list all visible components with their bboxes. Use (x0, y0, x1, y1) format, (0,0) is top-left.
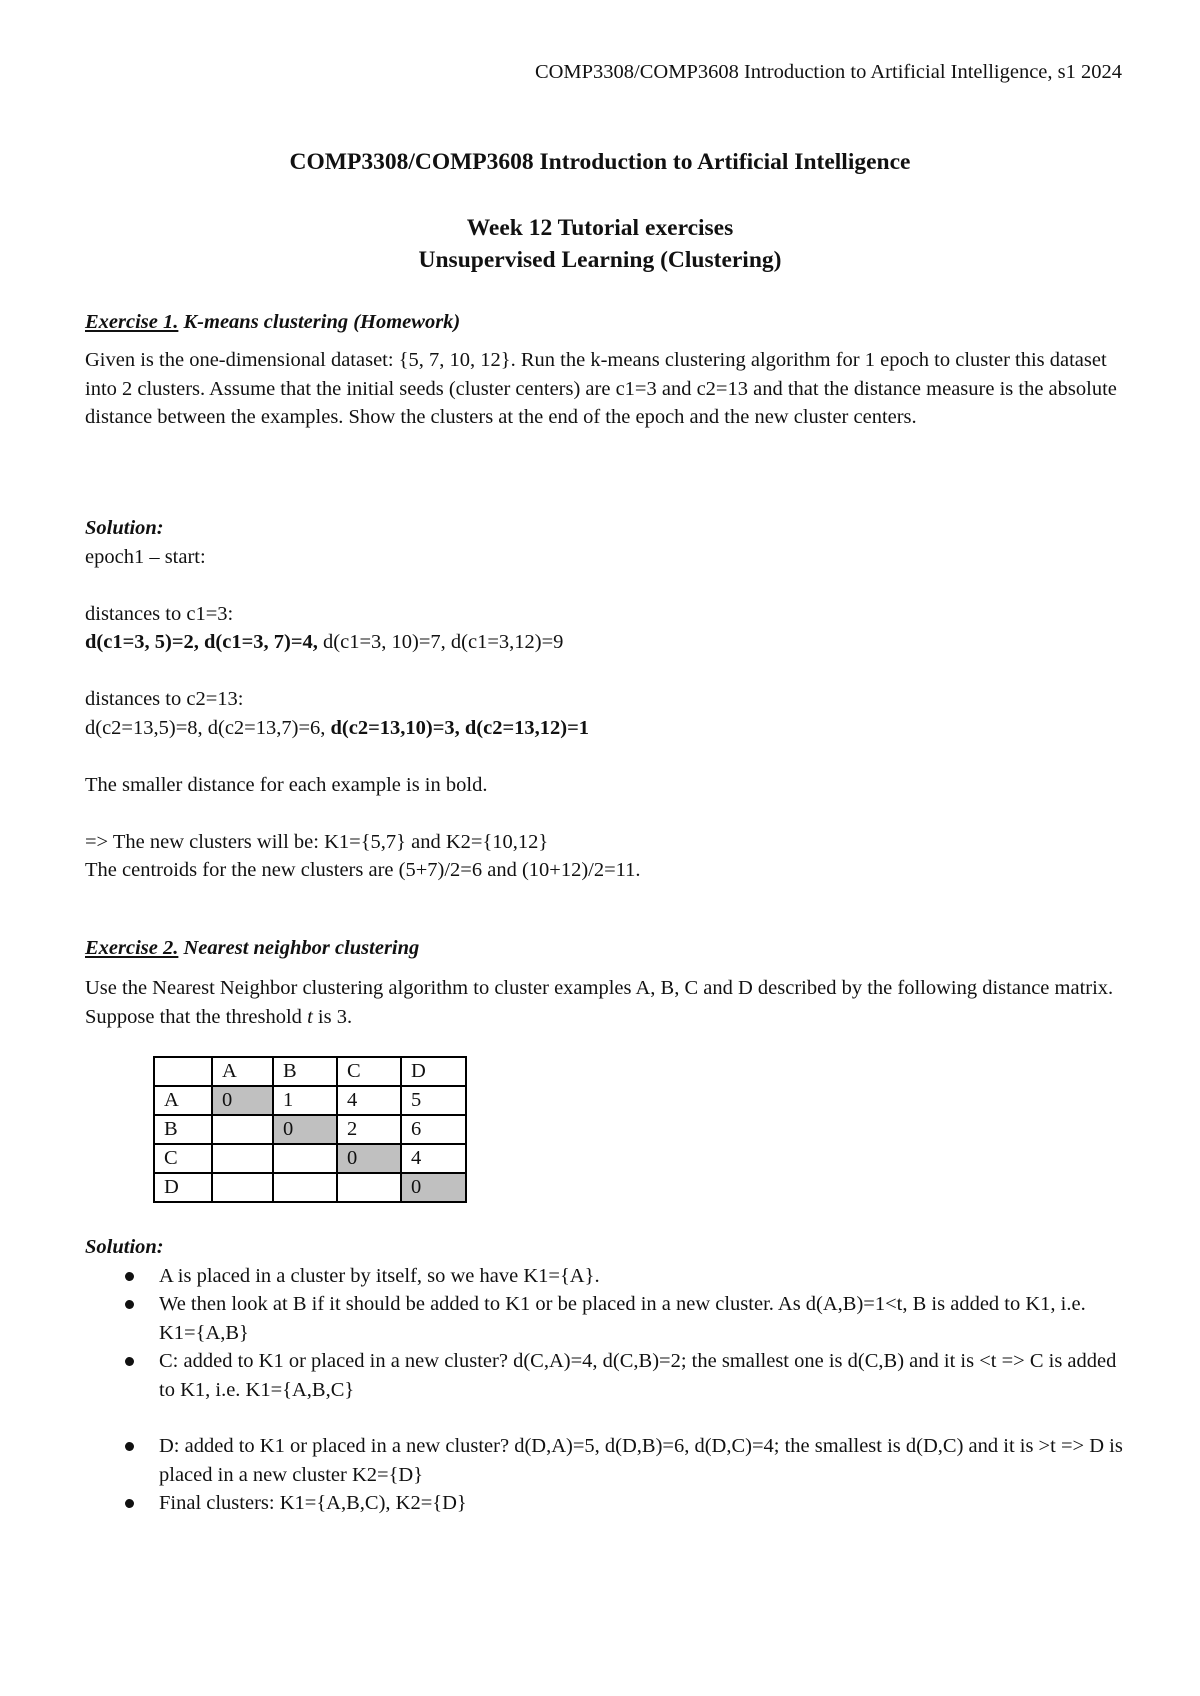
matrix-col-header: C (337, 1057, 401, 1086)
matrix-cell: 2 (337, 1115, 401, 1144)
matrix-cell: 4 (337, 1086, 401, 1115)
exercise-1-body: Given is the one-dimensional dataset: {5, 7, 10, 12}. Run the k-means clustering algorithm for 1 epoch to cluster this dataset into 2 clusters. Assume that the initial seeds (cluster centers) are c1=3 and c2=13 and that the distance measure is the absolute distance between the examples. Show the clusters at the end of the epoch and the new cluster centers. (85, 349, 1117, 428)
matrix-row-header: B (154, 1115, 212, 1144)
epoch-line: epoch1 – start: (85, 545, 206, 568)
matrix-cell: 5 (401, 1086, 466, 1115)
distance-matrix (153, 1056, 467, 1203)
solution-bullet-list (85, 1262, 1125, 1518)
exercise-2-body-end: is 3. (312, 1005, 353, 1028)
matrix-col-header: A (212, 1057, 273, 1086)
matrix-row-header: C (154, 1144, 212, 1173)
list-item (85, 1347, 1125, 1404)
week-title: Week 12 Tutorial exercises (466, 215, 734, 241)
matrix-cell: 0 (212, 1086, 273, 1115)
exercise-2-body-text: Use the Nearest Neighbor clustering algorithm to cluster examples A, B, C and D described by the following distance matrix. Suppose that the threshold (85, 977, 1114, 1028)
distances-c1-line (85, 628, 1125, 657)
matrix-cell: 1 (273, 1086, 337, 1115)
matrix-cell: 0 (273, 1115, 337, 1144)
matrix-cell (212, 1115, 273, 1144)
matrix-cell (154, 1057, 212, 1086)
bullet-icon (125, 1499, 134, 1508)
exercise-2-solution (85, 1233, 1125, 1518)
matrix-cell: 6 (401, 1115, 466, 1144)
matrix-cell: 0 (337, 1144, 401, 1173)
centroids-line: The centroids for the new clusters are (5+7)/2=6 and (10+12)/2=11. (85, 859, 641, 881)
bullet-icon (125, 1442, 134, 1451)
solution-label: Solution: (85, 517, 164, 539)
matrix-row-header: D (154, 1173, 212, 1202)
list-item-text: Final clusters: K1={A,B,C), K2={D} (159, 1492, 467, 1514)
exercise-1-heading (85, 308, 1125, 337)
exercise-1-number: Exercise 1. (85, 311, 179, 333)
smaller-distance-note: The smaller distance for each example is in bold. (85, 773, 488, 796)
exercise-2-title: Nearest neighbor clustering (178, 937, 420, 959)
matrix-col-header: D (401, 1057, 466, 1086)
distances-c2-line (85, 714, 1125, 743)
page-title: COMP3308/COMP3608 Introduction to Artificial Intelligence (289, 149, 911, 175)
matrix-col-header: B (273, 1057, 337, 1086)
matrix-row-header: A (154, 1086, 212, 1115)
matrix-cell (212, 1144, 273, 1173)
exercise-2-body (85, 974, 1125, 1031)
exercise-2-number: Exercise 2. (85, 937, 179, 959)
list-item (85, 1262, 1125, 1291)
new-clusters-line: => The new clusters will be: K1={5,7} and K2={10,12} (85, 830, 549, 853)
matrix-cell: 0 (401, 1173, 466, 1202)
list-item-text: D: added to K1 or placed in a new cluster? d(D,A)=5, d(D,B)=6, d(D,C)=4; the smallest is d(D,C) and it is >t => D is placed in a new cluster K2={D} (159, 1435, 1123, 1486)
matrix-cell (212, 1173, 273, 1202)
list-item (85, 1489, 1125, 1518)
matrix-cell (273, 1144, 337, 1173)
threshold-symbol: t (307, 1005, 313, 1028)
matrix-row (154, 1173, 466, 1202)
list-item (85, 1432, 1125, 1489)
matrix-cell (273, 1173, 337, 1202)
bullet-icon (125, 1272, 134, 1281)
solution-label: Solution: (85, 1236, 164, 1258)
bullet-icon (125, 1300, 134, 1309)
matrix-row (154, 1115, 466, 1144)
distances-c2-bold: d(c2=13,10)=3, d(c2=13,12)=1 (330, 716, 590, 739)
exercise-1-title: K-means clustering (Homework) (178, 311, 461, 333)
exercise-1-solution (85, 514, 1125, 885)
distances-c2-rest: d(c2=13,5)=8, d(c2=13,7)=6, (85, 716, 331, 739)
distances-c1-bold: d(c1=3, 5)=2, d(c1=3, 7)=4, (85, 631, 318, 653)
matrix-cell: 4 (401, 1144, 466, 1173)
list-item-text: We then look at B if it should be added to K1 or be placed in a new cluster. As d(A,B)=1<t, B is added to K1, i.e. K1={A,B} (159, 1293, 1086, 1344)
matrix-header-row (154, 1057, 466, 1086)
matrix-cell (337, 1173, 401, 1202)
list-item-text: A is placed in a cluster by itself, so we have K1={A}. (159, 1264, 600, 1287)
distances-c2-label: distances to c2=13: (85, 688, 244, 710)
list-item (85, 1290, 1125, 1347)
bullet-icon (125, 1357, 134, 1366)
distances-c1-label: distances to c1=3: (85, 602, 234, 625)
running-header: COMP3308/COMP3608 Introduction to Artificial Intelligence, s1 2024 (534, 61, 1122, 83)
topic-title: Unsupervised Learning (Clustering) (418, 247, 782, 273)
distances-c1-rest: d(c1=3, 10)=7, d(c1=3,12)=9 (317, 631, 564, 653)
matrix-row (154, 1086, 466, 1115)
matrix-row (154, 1144, 466, 1173)
list-item-text: C: added to K1 or placed in a new cluster? d(C,A)=4, d(C,B)=2; the smallest one is d(C,B) and it is <t => C is added to K1, i.e. K1={A,B,C} (159, 1350, 1117, 1401)
exercise-2-heading (85, 934, 1125, 963)
